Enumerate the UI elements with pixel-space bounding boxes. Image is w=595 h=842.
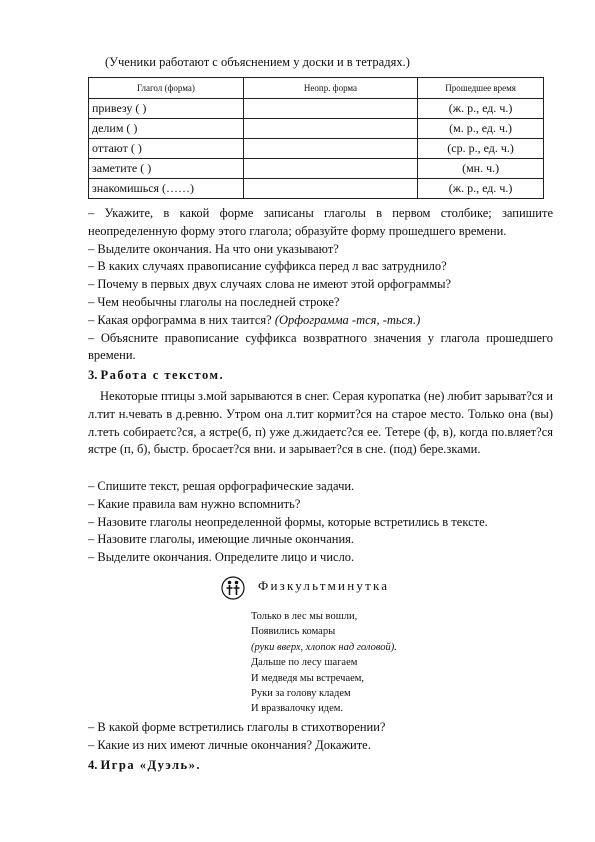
verb-cell: оттают ( ) — [89, 139, 244, 159]
question-hint: (Орфограмма -тся, -ться.) — [274, 312, 421, 327]
verb-cell: знакомишься (……) — [89, 179, 244, 199]
table-row — [89, 139, 544, 159]
question: – Назовите глаголы неопределенной формы, которые встретились в тексте. — [88, 514, 488, 529]
verb-cell: привезу ( ) — [89, 99, 244, 119]
table-header: Глагол (форма) — [89, 78, 244, 99]
infinitive-cell — [243, 119, 417, 139]
past-tense-cell: (мн. ч.) — [418, 159, 544, 179]
question: – В каких случаях правописание суффикса перед л вас затруднило? — [88, 259, 447, 274]
poem-line: Руки за голову кладем — [251, 688, 351, 700]
questions-block-1 — [88, 205, 553, 365]
intro-note: (Ученики работают с объяснением у доски и в тетрадях.) — [105, 55, 410, 69]
question: – Почему в первых двух случаях слова не имеют этой орфограммы? — [88, 277, 452, 292]
question: – Спишите текст, решая орфографические задачи. — [88, 479, 355, 493]
question — [88, 312, 553, 330]
table-row — [89, 119, 544, 139]
fizminutka-title: Физкультминутка — [258, 578, 390, 593]
two-figures-icon — [221, 576, 245, 600]
infinitive-cell — [243, 179, 417, 199]
past-tense-cell: (ж. р., ед. ч.) — [418, 99, 544, 119]
poem-line: И вразвалочку идем. — [251, 703, 344, 715]
passage-text: Некоторые птицы з.мой зарываются в снег. Серая куропатка (не) любит зарыват?ся и л.тит н.чевать в д.ревню. Утром она л.тит кормит?ся на старое место. Только она (вы) л.теть собираетс?ся, а ястре(б, п) уже д.жидаетс?ся ее. Тетере (ф, в), когда по.вляет?ся ястре (п, б), быстр. бросает?ся вни. и зарывает?ся в сне. (под) бере.зками. — [88, 389, 553, 457]
table-row — [89, 179, 544, 199]
table-row — [89, 99, 544, 119]
question: – Какие правила вам нужно вспомнить? — [88, 496, 301, 511]
section-title: Игра «Дуэль». — [100, 758, 201, 772]
poem-line: (руки вверх, хлопок над головой). — [251, 641, 397, 653]
poem-line: Только в лес мы вошли, — [251, 611, 358, 622]
question: – Выделите окончания. Определите лицо и число. — [88, 550, 355, 565]
past-tense-cell: (ср. р., ед. ч.) — [418, 139, 544, 159]
section-4-heading — [88, 757, 553, 775]
table-header-row — [89, 78, 544, 99]
section-3-heading — [88, 367, 553, 385]
section-number: 3. — [88, 368, 98, 382]
poem — [251, 609, 397, 717]
section-title: Работа с текстом. — [100, 368, 225, 382]
questions-block-3 — [88, 719, 553, 755]
question-text: – Какая орфограмма в них таится? — [88, 312, 272, 327]
exercise-passage — [88, 388, 553, 459]
poem-line: И медведя мы встречаем, — [251, 672, 365, 684]
section-number: 4. — [88, 758, 98, 772]
question: – Назовите глаголы, имеющие личные окончания. — [88, 532, 355, 547]
question: – Чем необычны глаголы на последней строке? — [88, 294, 340, 309]
verb-cell: делим ( ) — [89, 119, 244, 139]
poem-line: Появились комары — [251, 626, 336, 638]
question: – Объясните правописание суффикса возвратного значения у глагола прошедшего времени. — [88, 330, 553, 363]
verb-forms-table — [88, 77, 544, 199]
table-row — [89, 159, 544, 179]
infinitive-cell — [243, 159, 417, 179]
question: – Укажите, в какой форме записаны глаголы в первом столбике; запишите неопределенную форму этого глагола; образуйте форму прошедшего времени. — [88, 206, 553, 238]
past-tense-cell: (ж. р., ед. ч.) — [418, 179, 544, 199]
poem-line: Дальше по лесу шагаем — [251, 657, 358, 669]
question: – Какие из них имеют личные окончания? Докажите. — [88, 737, 371, 752]
verb-cell: заметите ( ) — [89, 159, 244, 179]
question: – Выделите окончания. На что они указывают? — [88, 241, 339, 256]
table-header: Прошедшее время — [418, 78, 544, 99]
infinitive-cell — [243, 99, 417, 119]
infinitive-cell — [243, 139, 417, 159]
past-tense-cell: (м. р., ед. ч.) — [418, 119, 544, 139]
table-header: Неопр. форма — [243, 78, 417, 99]
question: – В какой форме встретились глаголы в стихотворении? — [88, 720, 386, 734]
questions-block-2 — [88, 478, 553, 567]
